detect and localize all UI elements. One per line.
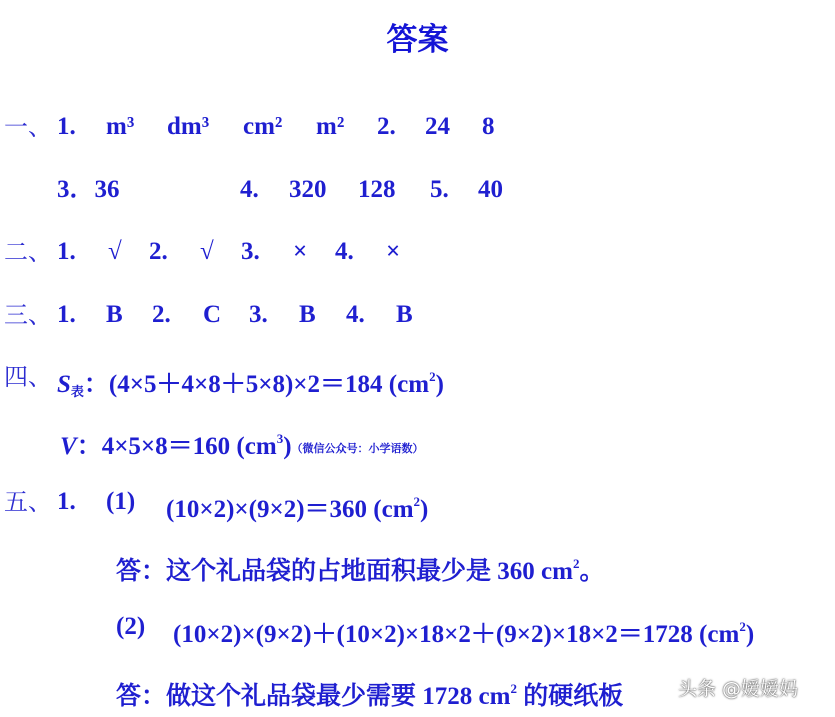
volume-formula	[60, 424, 424, 464]
closing-paren: )	[745, 621, 755, 648]
answer-item: 320	[289, 176, 327, 203]
answer-item: 24	[425, 113, 450, 140]
answer-item: 3.	[241, 238, 260, 265]
closing-paren: )	[283, 433, 292, 460]
unit-superscript: 3	[276, 431, 284, 446]
unit-superscript: 2	[739, 619, 746, 634]
surface-expression: ：(4×5＋4×8＋5×8)×2＝184 (cm	[83, 371, 430, 398]
answer-1-text	[116, 549, 604, 587]
closing-paren: )	[435, 371, 444, 398]
unit-superscript: 2	[572, 556, 580, 571]
volume-expression: ：4×5×8＝160 (cm	[76, 433, 277, 460]
section-mark: 五、	[4, 488, 52, 516]
answer-item: √	[108, 238, 122, 265]
answer-item: m²	[316, 113, 345, 140]
wechat-note: （微信公众号：小学语数）	[291, 442, 424, 455]
answer-item: ×	[293, 238, 308, 265]
answer-item: dm³	[167, 113, 210, 140]
answer-item: 2.	[149, 238, 168, 265]
unit-superscript: 2	[510, 681, 517, 696]
answer-item: 128	[358, 176, 396, 203]
answer-item: √	[200, 238, 214, 265]
answer-item: 40	[478, 176, 503, 203]
page-title: 答案	[386, 22, 449, 58]
part-2-formula	[173, 612, 754, 650]
answer-2-text	[116, 674, 623, 712]
answer-item: B	[396, 301, 413, 328]
answer-1-body: 答：这个礼品袋的占地面积最少是 360 cm	[116, 558, 573, 585]
answer-item: 3.	[249, 301, 268, 328]
section-mark: 四、	[4, 363, 52, 391]
watermark: 头条 @嫒嫒妈	[678, 678, 799, 700]
answer-item: ×	[386, 238, 401, 265]
answer-item: 3．36	[57, 176, 120, 203]
answer-item: 4.	[346, 301, 365, 328]
answer-2-body: 答：做这个礼品袋最少需要 1728 cm	[116, 683, 511, 710]
part-1-expression: (10×2)×(9×2)＝360 (cm	[166, 496, 414, 523]
surface-subscript: 表	[70, 384, 84, 399]
volume-symbol: V	[60, 433, 77, 460]
section-mark: 一、	[4, 113, 52, 141]
surface-formula	[57, 362, 444, 407]
section-mark: 三、	[4, 301, 52, 329]
answer-item: 1.	[57, 113, 76, 140]
closing-paren: )	[420, 496, 429, 523]
unit-superscript: 2	[413, 494, 421, 509]
part-1-formula	[166, 487, 428, 525]
answer-item: cm²	[243, 113, 283, 140]
answer-item: 2.	[377, 113, 396, 140]
answer-item: 4.	[335, 238, 354, 265]
answer-item: B	[106, 301, 123, 328]
answer-item: B	[299, 301, 316, 328]
surface-symbol: S	[57, 371, 71, 398]
answer-item: 2.	[152, 301, 171, 328]
unit-superscript: 2	[429, 369, 436, 384]
part-2-expression: (10×2)×(9×2)＋(10×2)×18×2＋(9×2)×18×2＝1728 (cm	[173, 621, 740, 648]
answer-item: 1.	[57, 238, 76, 265]
answer-1-end: 。	[579, 558, 605, 585]
answer-item: m³	[106, 113, 135, 140]
answer-2-end: 的硬纸板	[516, 683, 624, 710]
answer-item: 1.	[57, 301, 76, 328]
section-mark: 二、	[4, 238, 52, 266]
answer-item: 5.	[430, 176, 449, 203]
question-number: 1.	[57, 488, 76, 515]
answer-item: 4.	[240, 176, 259, 203]
part-label: (1)	[106, 488, 136, 515]
part-label: (2)	[116, 613, 146, 640]
answer-item: 8	[482, 113, 495, 140]
answer-item: C	[203, 301, 222, 328]
